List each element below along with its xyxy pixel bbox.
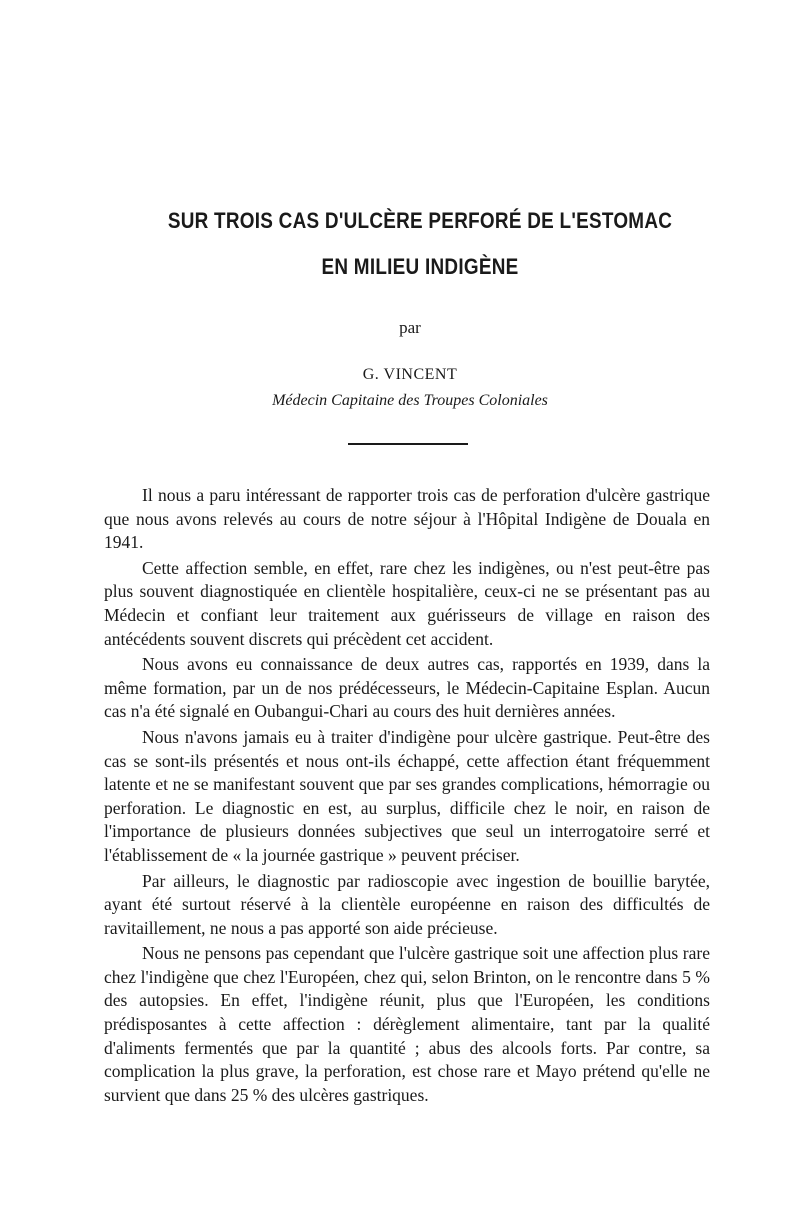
paragraph-6: Nous ne pensons pas cependant que l'ulcère gastrique soit une affection plus rare chez l'indigène que chez l'Européen, chez qui, selon Brinton, on le rencontre dans 5 % des autopsies. En effet, l'indigène réunit, plus que l'Européen, les conditions prédisposantes à cette affection : dérèglement alimentaire, tant par la qualité d'aliments fermentés que par la quantité ; abus des alcools forts. Par contre, sa complication la plus grave, la perforation, est chose rare et Mayo prétend qu'elle ne survient que dans 25 % des ulcères gastriques. (104, 943, 710, 1105)
paragraph-4: Nous n'avons jamais eu à traiter d'indigène pour ulcère gastrique. Peut-être des cas se sont-ils présentés et nous ont-ils échappé, cette affection étant fréquemment latente et ne se manifestant souvent que par ses grandes complications, hémorragie ou perforation. Le diagnostic en est, au surplus, difficile chez le noir, en raison de l'importance de plusieurs données subjectives que seul un interrogatoire serré et l'établissement de « la journée gastrique » peuvent préciser. (104, 726, 710, 865)
paragraph-2: Cette affection semble, en effet, rare chez les indigènes, ou n'est peut-être pas plus souvent diagnostiquée en clientèle hospitalière, ceux-ci ne se présentant pas au Médecin et confiant leur traitement aux guérisseurs de village en raison des antécédents souvent discrets qui précèdent cet accident. (104, 557, 710, 649)
author-name: G. VINCENT (362, 366, 458, 383)
paragraph-1: Il nous a paru intéressant de rapporter trois cas de perforation d'ulcère gastrique que nous avons relevés au cours de notre séjour à l'Hôpital Indigène de Douala en 1941. (104, 485, 710, 553)
paragraph-5: Par ailleurs, le diagnostic par radioscopie avec ingestion de bouillie barytée, ayant été surtout réservé à la clientèle européenne en raison des difficultés de ravitaillement, ne nous a pas apporté son aide précieuse. (104, 870, 710, 938)
paragraph-3: Nous avons eu connaissance de deux autres cas, rapportés en 1939, dans la même formation, par un de nos prédécesseurs, le Médecin-Capitaine Esplan. Aucun cas n'a été signalé en Oubangui-Chari au cours des huit dernières années. (104, 654, 710, 722)
article-title-line-1: SUR TROIS CAS D'ULCÈRE PERFORÉ DE L'ESTOMAC (167, 208, 673, 233)
article-title-line-2: EN MILIEU INDIGÈNE (321, 254, 519, 279)
author-affiliation: Médecin Capitaine des Troupes Coloniales (272, 392, 548, 409)
byline-par: par (399, 318, 421, 337)
separator-rule (348, 443, 468, 445)
article-body (104, 484, 710, 1109)
